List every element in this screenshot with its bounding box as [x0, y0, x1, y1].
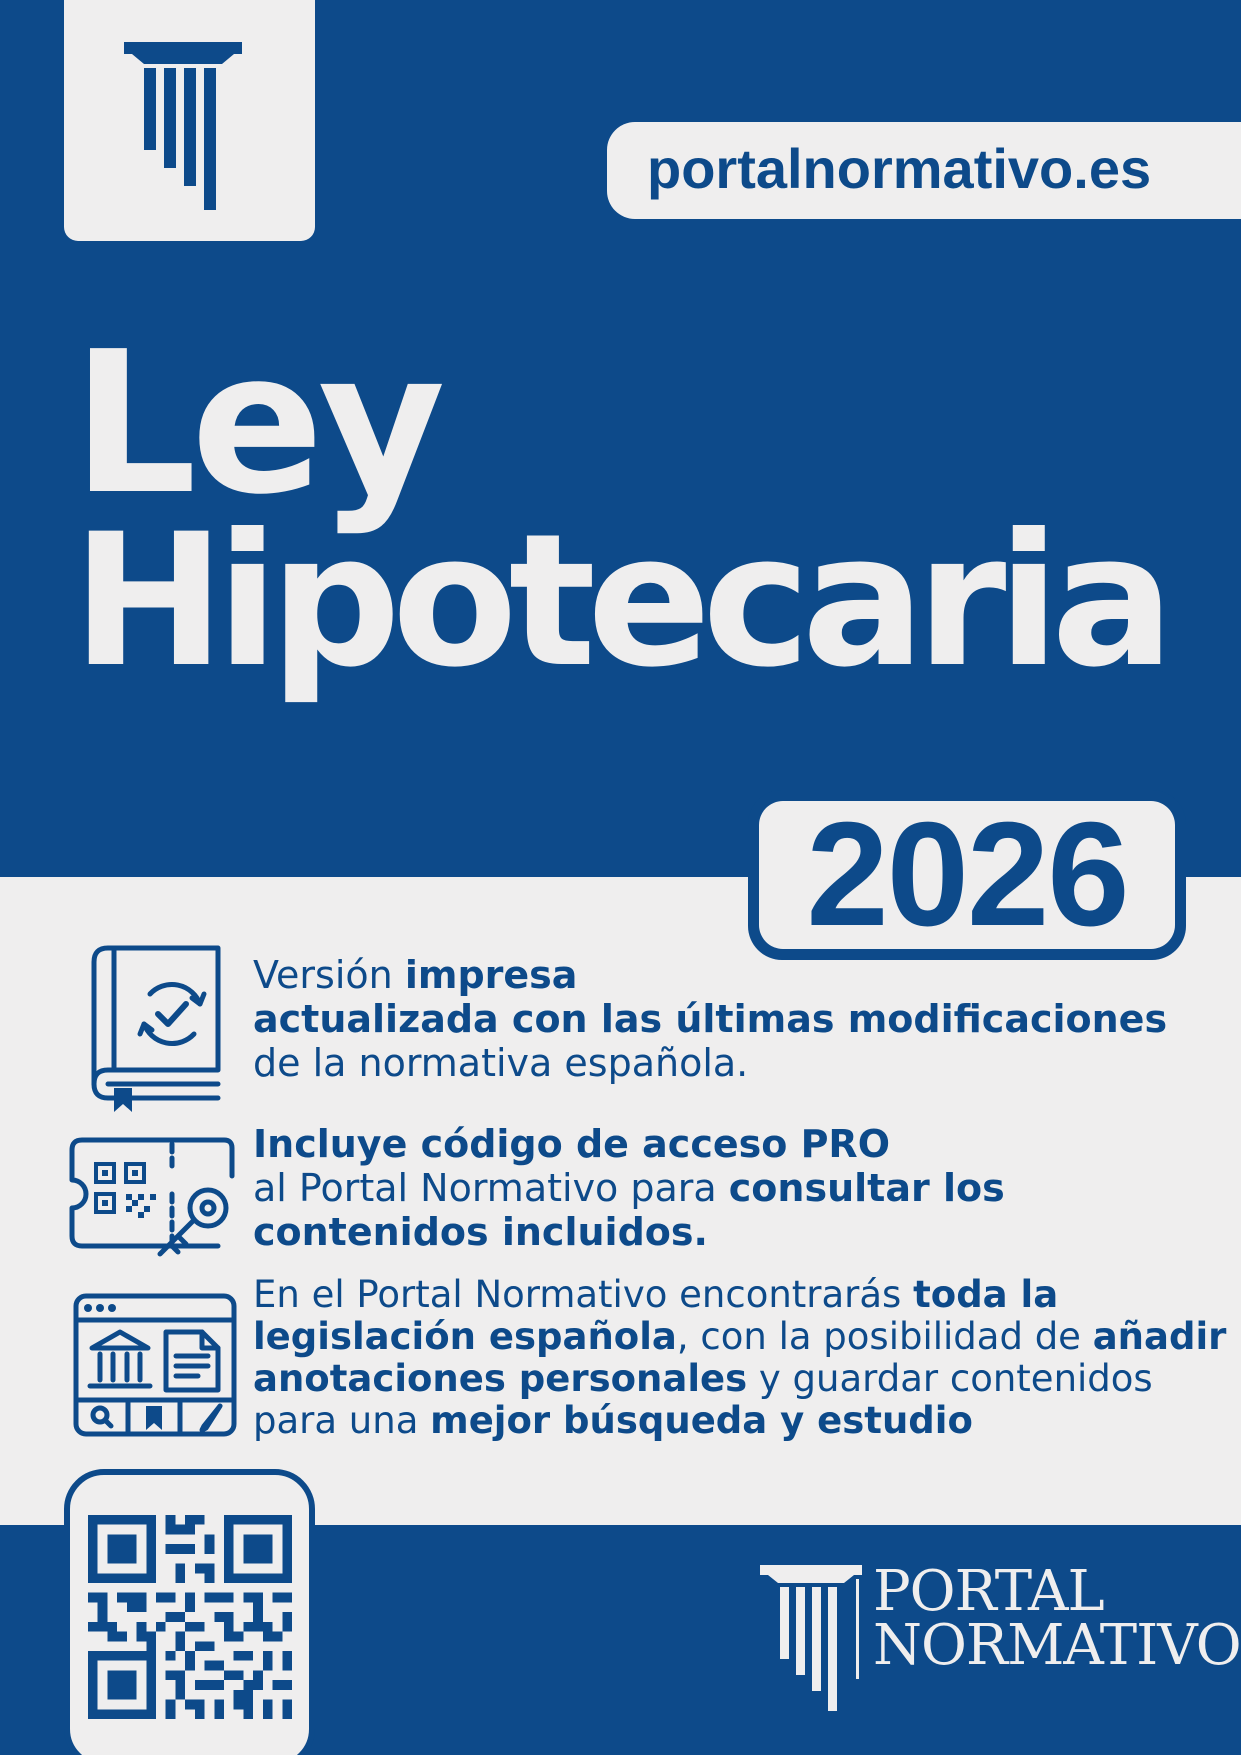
book-update-icon	[84, 942, 224, 1114]
browser-legislation-icon	[72, 1292, 238, 1438]
feature-2-text-c: consultar los	[728, 1166, 1005, 1210]
year-badge-inner	[759, 792, 1175, 957]
year-badge	[748, 790, 1186, 960]
feature-2-text-d: contenidos incluidos.	[253, 1210, 708, 1254]
feature-printed-version	[253, 953, 1213, 1085]
feature-1-text-a: Versión	[253, 953, 405, 997]
qr-code-tile[interactable]	[64, 1469, 315, 1755]
feature-3-text-d: , con la posibilidad de	[676, 1315, 1093, 1358]
feature-3-text-g: y guardar contenidos	[747, 1357, 1153, 1400]
feature-3-text-f: anotaciones personales	[253, 1357, 748, 1400]
title-line-1: Ley	[72, 310, 440, 538]
feature-2-text-a: Incluye código de acceso PRO	[253, 1122, 891, 1166]
brand-logo	[760, 1559, 1241, 1715]
feature-1-text-c: actualizada con las últimas modificaciones	[253, 997, 1168, 1041]
feature-pro-access	[253, 1122, 1213, 1254]
logo-tile	[64, 0, 315, 241]
edition-year: 2026	[806, 792, 1128, 957]
feature-3-text-a: En el Portal Normativo encontrarás	[253, 1273, 914, 1316]
website-url[interactable]: portalnormativo.es	[647, 137, 1152, 200]
title-line-2: Hipotecaria	[72, 495, 1166, 708]
url-pill[interactable]	[607, 122, 1241, 219]
feature-3-text-c: legislación española	[253, 1315, 677, 1358]
feature-portal-legislation	[253, 1274, 1233, 1442]
column-pillar-icon	[760, 1565, 864, 1711]
feature-3-text-h: para una	[253, 1399, 431, 1442]
feature-3-text-i: mejor búsqueda y estudio	[430, 1399, 973, 1442]
feature-3-text-e: añadir	[1092, 1315, 1227, 1358]
column-pillar-icon	[124, 42, 244, 210]
feature-1-text-b: impresa	[404, 953, 578, 997]
brand-line-2: NORMATIVO	[873, 1613, 1241, 1678]
brand-name	[873, 1559, 1241, 1678]
feature-2-text-b: al Portal Normativo para	[253, 1166, 729, 1210]
feature-3-text-b: toda la	[913, 1273, 1059, 1316]
feature-1-text-d: de la normativa española.	[253, 1041, 749, 1085]
qr-code-icon[interactable]	[88, 1515, 292, 1719]
book-title	[72, 310, 1166, 708]
brand-line-1: PORTAL	[873, 1559, 1104, 1624]
qr-ticket-key-icon	[68, 1136, 238, 1264]
